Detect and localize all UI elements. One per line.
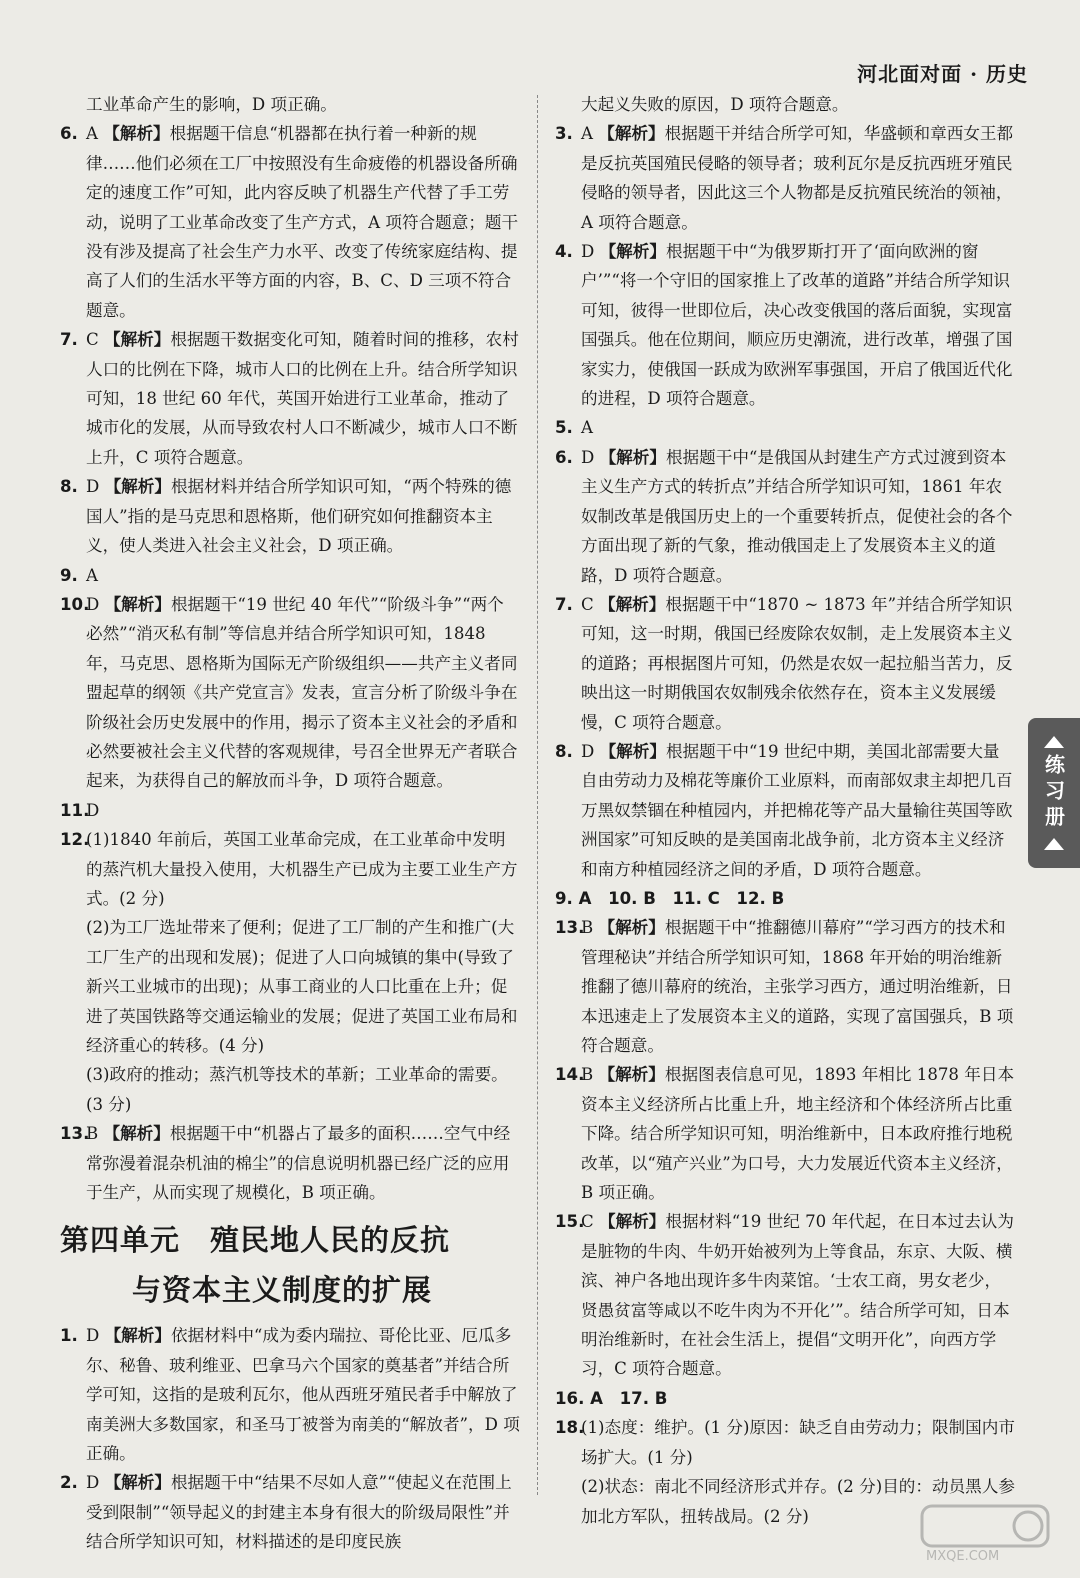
answer-number: 8.	[60, 477, 78, 497]
unit4-answer-15	[555, 1207, 1015, 1383]
answer-choice: B	[581, 918, 594, 938]
answer-text: 根据题干中“推翻德川幕府”“学习西方的技术和管理秘诀”并结合所学知识可知，1868 年开始的明治维新推翻了德川幕府的统治，主张学习西方，通过明治维新，日本迅速走上了发展资本主义的道路，实现了富国强兵，B 项符合题意。	[581, 918, 1014, 1055]
answer-choice: A	[86, 565, 98, 585]
answer-text: 依据材料中“成为委内瑞拉、哥伦比亚、厄瓜多尔、秘鲁、玻利维亚、巴拿马六个国家的奠基者”并结合所学可知，这指的是玻利瓦尔，他从西班牙殖民者手中解放了南美洲大多数国家，和圣马丁被誉为南美的“解放者”，D 项正确。	[86, 1326, 520, 1464]
watermark-logo	[920, 1504, 1050, 1568]
analysis-tag: 【解析】	[104, 1325, 171, 1346]
analysis-tag: 【解析】	[598, 123, 665, 144]
answer-number: 18.	[555, 1418, 585, 1438]
answer-number: 8.	[555, 741, 573, 761]
unit4-answer-14	[555, 1060, 1015, 1207]
answers-16-17: 16. A 17. B	[555, 1388, 668, 1408]
answer-part-1: (1)1840 年前后，英国工业革命完成，在工业革命中发明的蒸汽机大量投入使用，大机器生产已成为主要工业生产方式。(2 分)	[86, 830, 518, 908]
answer-text: 根据题干中“是俄国从封建生产方式过渡到资本主义生产方式的转折点”并结合所学知识可知，1861 年农奴制改革是俄国历史上的一个重要转折点，促使社会的各个方面出现了新的气象，推动俄国走上了发展资本主义的道路，D 项符合题意。	[581, 447, 1013, 585]
answer-text: 根据题干中“结果不尽如人意”“使起义在范围上受到限制”“领导起义的封建主本身有很大的阶级局限性”并结合所学知识可知，材料描述的是印度民族	[86, 1473, 512, 1552]
answer-choice: B	[86, 1124, 99, 1144]
answer-number: 7.	[555, 594, 573, 614]
svg-text:MXQE.COM: MXQE.COM	[926, 1549, 1000, 1564]
answer-number: 11.	[60, 800, 90, 820]
answer-choice: D	[86, 1473, 100, 1493]
unit4-answer-1	[60, 1321, 520, 1468]
answer-text: 根据材料“19 世纪 70 年代起，在日本过去认为是脏物的牛肉、牛奶开始被列为上等食品，东京、大阪、横滨、神户各地出现许多牛肉菜馆。‘士农工商，男女老少，贤愚贫富等咸以不吃牛肉为不开化’”。结合所学可知，日本明治维新时，在社会生活上，提倡“文明开化”，向西方学习，C 项符合题意。	[581, 1212, 1014, 1379]
triangle-up-icon	[1044, 736, 1064, 748]
analysis-tag: 【解析】	[598, 1211, 666, 1232]
answer-8	[60, 472, 520, 560]
answer-text: 根据图表信息可见，1893 年相比 1878 年日本资本主义经济所占比重上升，地主经济和个体经济所占比重下降。结合所学知识可知，明治维新中，日本政府推行地税改革，以“殖产兴业”为口号，大力发展近代资本主义经济，B 项正确。	[581, 1065, 1015, 1203]
answer-choice: A	[581, 124, 593, 144]
answer-part-1: (1)态度：维护。(1 分)原因：缺乏自由劳动力；限制国内市场扩大。(1 分)	[581, 1418, 1015, 1467]
unit4-answer-2	[60, 1468, 520, 1556]
answer-text: 根据题干并结合所学可知，华盛顿和章西女王都是反抗英国殖民侵略的领导者；玻利瓦尔是反抗西班牙殖民侵略的领导者，因此这三个人物都是反抗殖民统治的领袖，A 项符合题意。	[581, 124, 1014, 232]
analysis-tag: 【解析】	[103, 329, 171, 350]
analysis-tag: 【解析】	[598, 1064, 665, 1085]
answer-number: 6.	[60, 124, 78, 144]
unit4-answer-4	[555, 237, 1015, 413]
answer-choice: D	[86, 594, 100, 614]
section-title	[60, 1215, 520, 1315]
answer-choice: D	[86, 800, 100, 820]
answer-choice: D	[581, 242, 595, 262]
unit4-answer-13	[555, 913, 1015, 1060]
unit4-answer-3	[555, 119, 1015, 237]
answer-10	[60, 590, 520, 796]
answer-number: 7.	[60, 330, 78, 350]
answer-choice: A	[581, 418, 593, 438]
answer-9	[60, 561, 520, 590]
answer-number: 4.	[555, 242, 573, 262]
answer-part-3: (3)政府的推动；蒸汽机等技术的革新；工业革命的需要。(3 分)	[86, 1065, 508, 1114]
answer-part-2: (2)为工厂选址带来了便利；促进了工厂制的产生和推广(大工厂生产的出现和发展)；促进了人口向城镇的集中(导致了新兴工业城市的出现)；从事工商业的人口比重在上升；促进了英国铁路等交通运输业的发展；促进了英国工业布局和经济重心的转移。(4 分)	[86, 918, 518, 1055]
answer-number: 13.	[555, 918, 585, 938]
answer-text: 根据材料并结合所学知识可知，“两个特殊的德国人”指的是马克思和恩格斯，他们研究如何推翻资本主义，使人类进入社会主义社会，D 项正确。	[86, 477, 512, 556]
answer-text: 根据题干中“为俄罗斯打开了‘面向欧洲的窗户’”“将一个守旧的国家推上了改革的道路”并结合所学知识可知，彼得一世即位后，决心改变俄国的落后面貌，实现富国强兵。他在位期间，顺应历史潮流，进行改革，增强了国家实力，使俄国一跃成为欧洲军事强国，开启了俄国近代化的进程，D 项符合题意。	[581, 242, 1013, 409]
answer-number: 5.	[555, 418, 573, 438]
analysis-tag: 【解析】	[104, 476, 171, 497]
answer-7	[60, 325, 520, 472]
answer-number: 10.	[60, 594, 90, 614]
page-header: 河北面对面 · 历史	[857, 62, 1028, 86]
right-intro: 大起义失败的原因，D 项符合题意。	[581, 95, 849, 114]
answer-number: 9.	[60, 565, 78, 585]
section-title-line-2: 与资本主义制度的扩展	[132, 1273, 433, 1308]
answer-choice: D	[86, 1326, 100, 1346]
analysis-tag: 【解析】	[598, 593, 666, 614]
answer-text: 根据题干中“1870 ~ 1873 年”并结合所学知识可知，这一时期，俄国已经废除农奴制，走上发展资本主义的道路；再根据图片可知，仍然是农奴一起拉船当苦力，反映出这一时期俄国农奴制残余依然存在，资本主义发展缓慢，C 项符合题意。	[581, 594, 1013, 732]
analysis-tag: 【解析】	[598, 917, 665, 938]
column-divider	[537, 95, 538, 1495]
left-column	[60, 90, 520, 1557]
answer-choice: D	[581, 741, 595, 761]
analysis-tag: 【解析】	[599, 446, 666, 467]
answer-part-2: (2)状态：南北不同经济形式并存。(2 分)目的：动员黑人参加北方军队，扭转战局。(2 分)	[581, 1477, 1015, 1526]
analysis-tag: 【解析】	[103, 1123, 170, 1144]
answer-choice: C	[581, 594, 594, 614]
answer-number: 1.	[60, 1326, 78, 1346]
unit4-answer-8	[555, 737, 1015, 884]
answer-number: 13.	[60, 1124, 90, 1144]
answer-number: 12.	[60, 830, 90, 850]
analysis-tag: 【解析】	[104, 1472, 171, 1493]
analysis-tag: 【解析】	[599, 740, 666, 761]
answer-number: 14.	[555, 1065, 585, 1085]
answer-13	[60, 1119, 520, 1207]
analysis-tag: 【解析】	[599, 241, 666, 262]
answer-text: 根据题干中“19 世纪中期，美国北部需要大量自由劳动力及棉花等廉价工业原料，而南部奴隶主却把几百万黑奴禁锢在种植园内，并把棉花等产品大量输往英国等欧洲国家”可知反映的是美国南北战争前，北方资本主义经济和南方种植园经济之间的矛盾，D 项符合题意。	[581, 741, 1013, 879]
answer-number: 2.	[60, 1473, 78, 1493]
answers-9-12: 9. A 10. B 11. C 12. B	[555, 888, 785, 908]
answer-number: 15.	[555, 1212, 585, 1232]
answer-number: 3.	[555, 124, 573, 144]
answer-text: 根据题干数据变化可知，随着时间的推移，农村人口的比例在下降，城市人口的比例在上升。结合所学知识可知，18 世纪 60 年代，英国开始进行工业革命，推动了城市化的发展，从而导致农村人口不断减少，城市人口不断上升，C 项符合题意。	[86, 330, 519, 467]
workbook-side-tab	[1028, 718, 1080, 868]
answer-text: 根据题干“19 世纪 40 年代”“阶级斗争”“两个必然”“消灭私有制”等信息并结合所学知识可知，1848 年，马克思、恩格斯为国际无产阶级组织——共产主义者同盟起草的纲领《共产党宣言》发表，宣言分析了阶级斗争在阶级社会历史发展中的作用，揭示了资本主义社会的矛盾和必然要被社会主义代替的客观规律，号召全世界无产者联合起来，为获得自己的解放而斗争，D 项符合题意。	[86, 594, 518, 791]
left-intro: 工业革命产生的影响，D 项正确。	[86, 95, 337, 114]
answer-number: 6.	[555, 447, 573, 467]
triangle-up-icon	[1044, 838, 1064, 850]
analysis-tag: 【解析】	[103, 123, 170, 144]
answer-choice: D	[86, 477, 100, 497]
answer-12	[60, 825, 520, 1119]
unit4-answer-5	[555, 413, 1015, 442]
answer-choice: B	[581, 1065, 594, 1085]
answer-11	[60, 796, 520, 825]
answer-choice: D	[581, 447, 595, 467]
section-title-line-1: 第四单元 殖民地人民的反抗	[60, 1223, 451, 1258]
answer-choice: C	[581, 1212, 594, 1232]
answer-6	[60, 119, 520, 325]
unit4-answer-7	[555, 590, 1015, 737]
answer-text: 根据题干中“机器占了最多的面积……空气中经常弥漫着混杂机油的棉尘”的信息说明机器已经广泛的应用于生产，从而实现了规模化，B 项正确。	[86, 1124, 511, 1203]
answer-text: 根据题干信息“机器都在执行着一种新的规律……他们必须在工厂中按照没有生命疲倦的机器设备所确定的速度工作”可知，此内容反映了机器生产代替了手工劳动，说明了工业革命改变了生产方式，A 项符合题意；题干没有涉及提高了社会生产力水平、改变了传统家庭结构、提高了人们的生活水平等方面的内容，B、C、D 三项不符合题意。	[86, 124, 519, 320]
answer-choice: C	[86, 330, 99, 350]
analysis-tag: 【解析】	[104, 593, 171, 614]
side-tab-label: 练习册	[1041, 754, 1066, 832]
unit4-answer-6	[555, 443, 1015, 590]
right-column	[555, 90, 1015, 1531]
answer-choice: A	[86, 124, 98, 144]
